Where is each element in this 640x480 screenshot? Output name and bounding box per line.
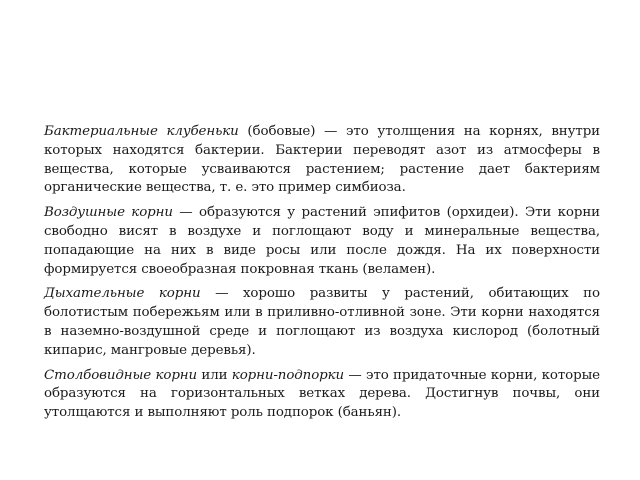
term-connector: или — [197, 367, 232, 383]
paragraph-aerial-roots — [44, 204, 600, 279]
definition-breathing-roots: — хорошо развиты у растений, обитающих по болотистым побережьям или в приливно-отливной зоне. Эти корни находятся в наземно-воздушной среде и поглощают из воздуха кислород (болотный кипарис, мангровые деревья). — [44, 286, 600, 358]
paragraph-bacterial-nodules — [44, 123, 600, 198]
term-aerial-roots: Воздушные корни — [44, 205, 173, 221]
term-bacterial-nodules: Бактериальные клубеньки — [44, 124, 239, 139]
term-prop-roots: корни-подпорки — [231, 367, 345, 383]
definition-prop-roots: — это придаточные корни, которые образуются на горизонтальных ветках дерева. Достигнув почвы, они утолщаются и выполняют роль подпорок (баньян). — [44, 367, 600, 421]
definition-bacterial-nodules: (бобовые) — это утолщения на корнях, внутри которых находятся бактерии. Бактерии переводят азот из атмосферы в вещества, которые усваиваются растением; растение дает бактериям органические вещества, т. е. это пример симбиоза. — [44, 124, 600, 196]
paragraph-breathing-roots — [44, 285, 600, 360]
term-pillar-roots: Столбовидные корни — [44, 367, 198, 383]
text-page — [44, 123, 600, 429]
term-breathing-roots: Дыхательные корни — [44, 286, 201, 302]
paragraph-prop-roots — [44, 367, 600, 423]
definition-aerial-roots: — образуются у растений эпифитов (орхидеи). Эти корни свободно висят в воздухе и поглощают воду и минеральные вещества, попадающие на них в виде росы или после дождя. На их поверхности формируется своеобразная покровная ткань (веламен). — [44, 205, 600, 277]
